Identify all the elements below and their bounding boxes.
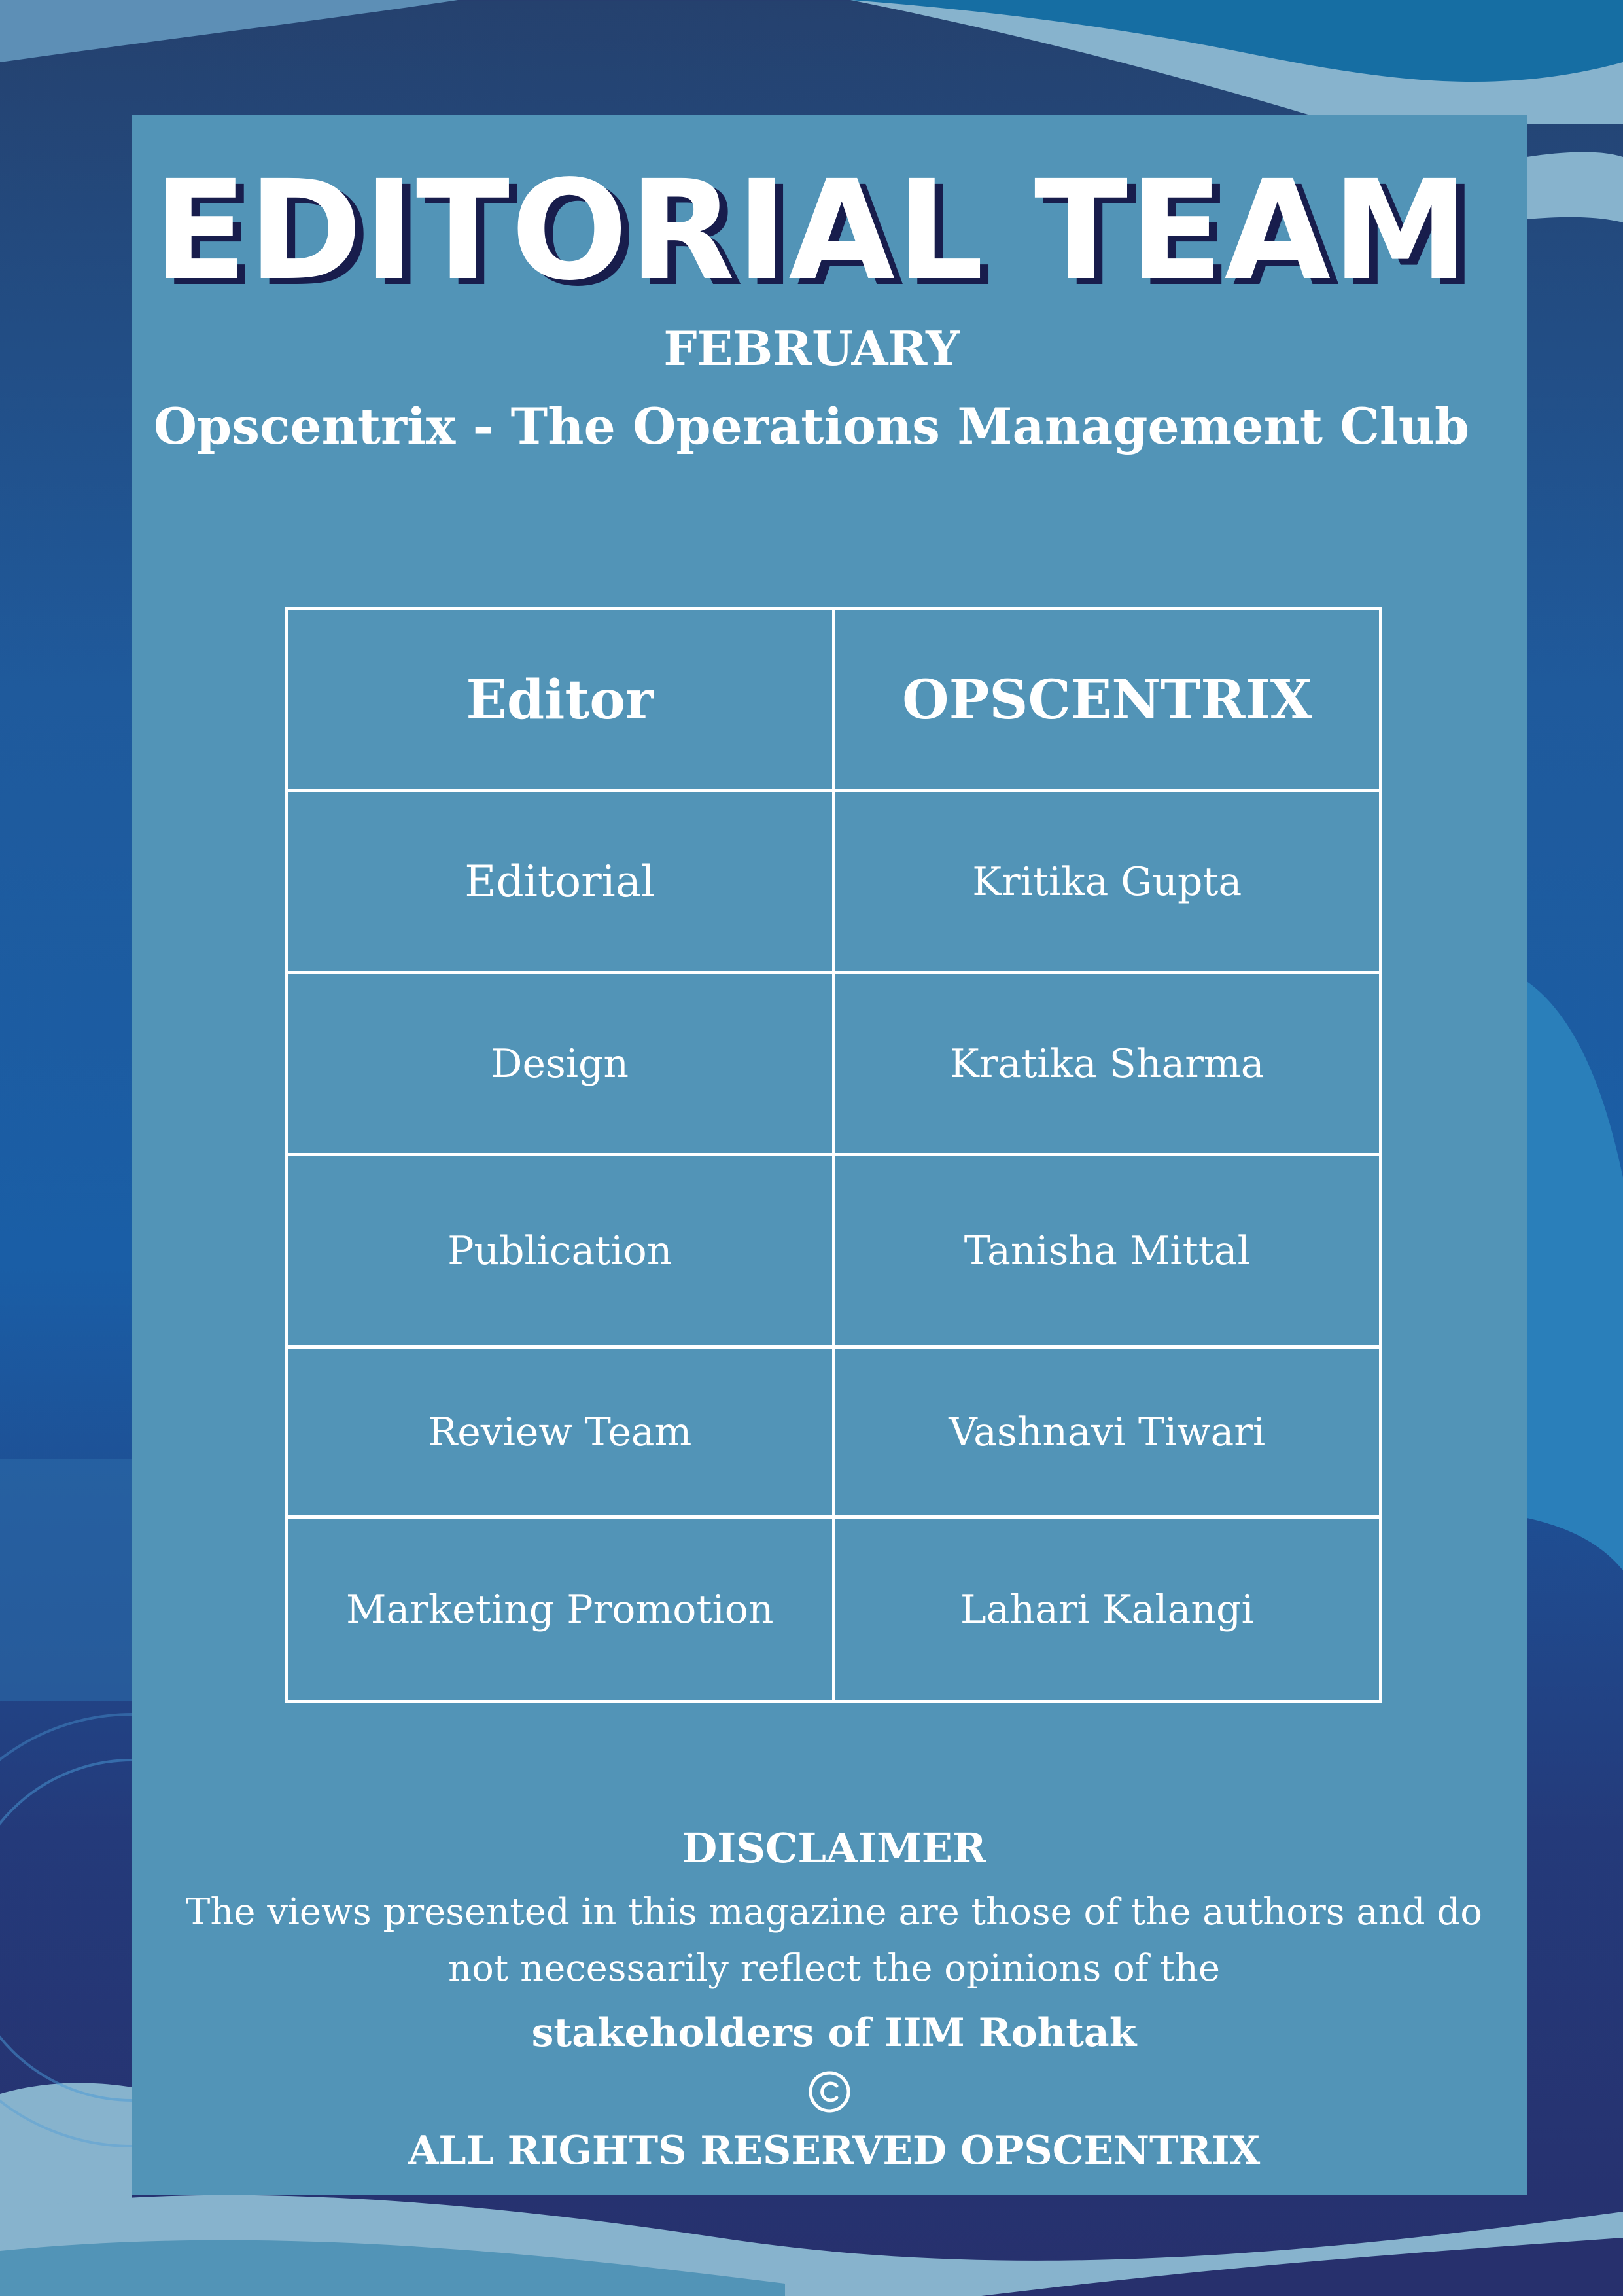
member-cell: Kritika Gupta bbox=[833, 791, 1381, 973]
role-cell: Review Team bbox=[287, 1347, 834, 1517]
copyright-icon bbox=[808, 2070, 851, 2113]
header-cell-opscentrix: OPSCENTRIX bbox=[833, 609, 1381, 791]
role-cell: Design bbox=[287, 973, 834, 1155]
member-cell: Tanisha Mittal bbox=[833, 1155, 1381, 1347]
disclaimer-text: The views presented in this magazine are those of the authors and do not necessarily reflect the opinions of the bbox=[186, 1891, 1482, 1990]
table-header-row bbox=[287, 609, 1381, 791]
table-row bbox=[287, 973, 1381, 1155]
table-row bbox=[287, 1517, 1381, 1702]
member-cell: Kratika Sharma bbox=[833, 973, 1381, 1155]
member-cell: Vashnavi Tiwari bbox=[833, 1347, 1381, 1517]
role-cell: Publication bbox=[287, 1155, 834, 1347]
role-cell: Marketing Promotion bbox=[287, 1517, 834, 1702]
table-row bbox=[287, 1155, 1381, 1347]
issue-month: FEBRUARY bbox=[663, 321, 960, 376]
table-row bbox=[287, 1347, 1381, 1517]
disclaimer-heading: DISCLAIMER bbox=[682, 1824, 986, 1872]
header-cell-role: Editor bbox=[287, 609, 834, 791]
page-title: EDITORIAL TEAM bbox=[152, 150, 1471, 311]
table-row bbox=[287, 791, 1381, 973]
rights-reserved: ALL RIGHTS RESERVED OPSCENTRIX bbox=[408, 2128, 1261, 2174]
editorial-team-table bbox=[285, 607, 1382, 1703]
disclaimer-emphasis: stakeholders of IIM Rohtak bbox=[531, 2010, 1137, 2056]
member-cell: Lahari Kalangi bbox=[833, 1517, 1381, 1702]
role-cell: Editorial bbox=[287, 791, 834, 973]
club-name: Opscentrix - The Operations Management Club bbox=[153, 397, 1470, 455]
